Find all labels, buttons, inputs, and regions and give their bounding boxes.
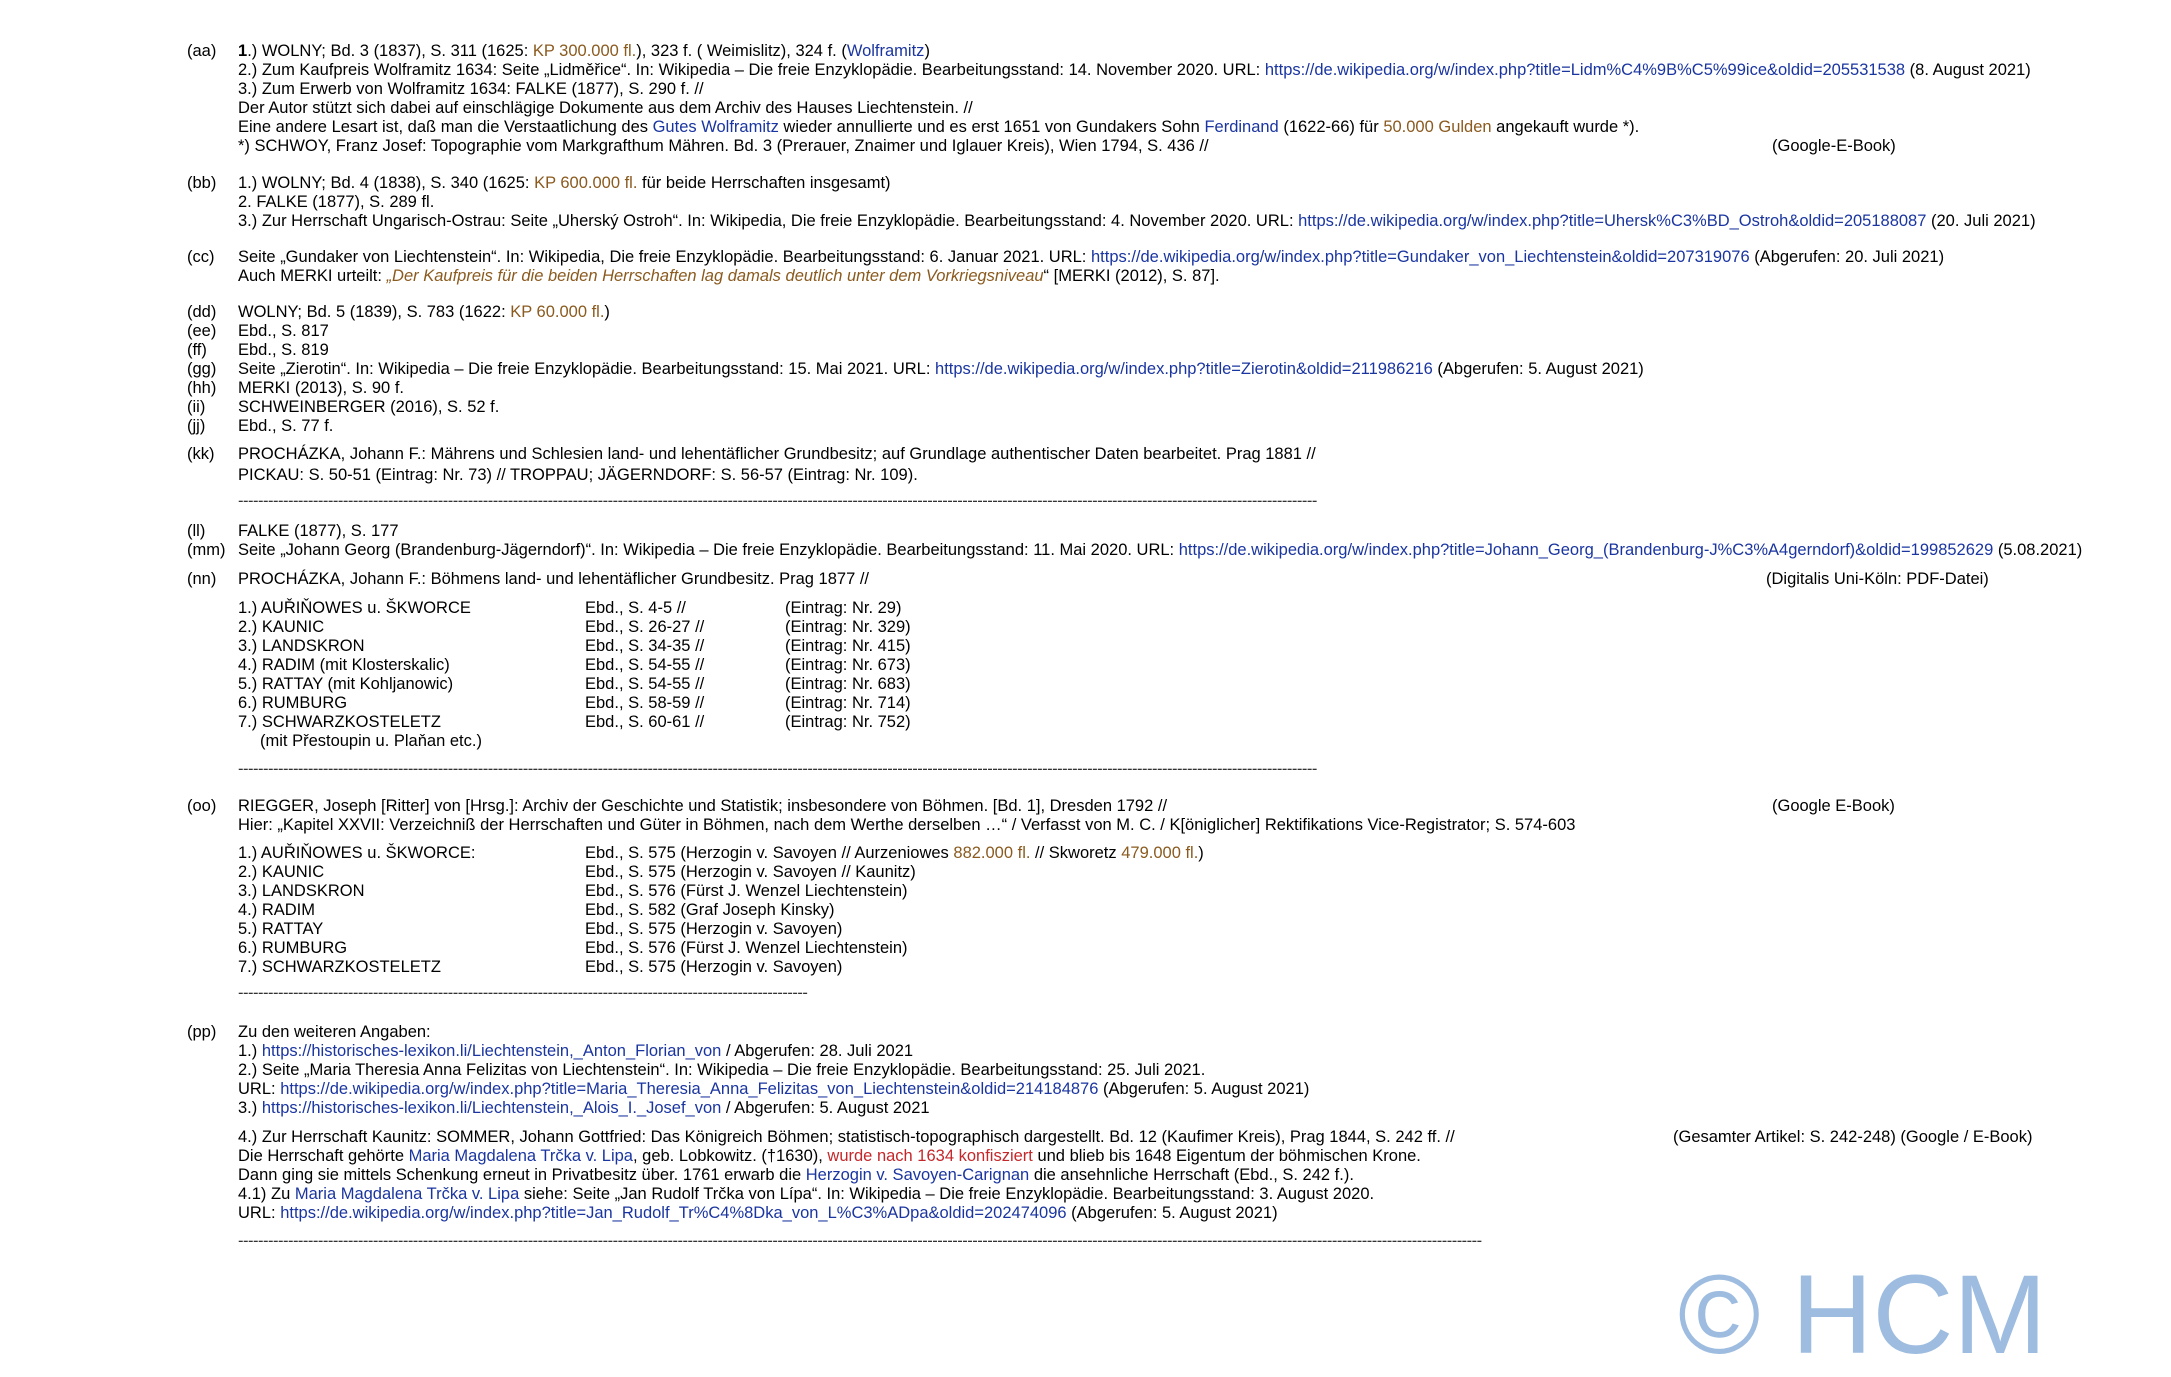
dd-text-b: )	[604, 303, 610, 321]
aa-l1-text-b: ), 323 f. ( Weimislitz), 324 f. (	[636, 42, 847, 60]
pp-l4-prefix: URL:	[238, 1080, 281, 1098]
pp-alois-josef-url[interactable]: https://historisches-lexikon.li/Liechtenstein,_Alois_I._Josef_von	[261, 1099, 722, 1117]
oo-aurzeniowes-amount: 882.000 fl.	[953, 844, 1031, 862]
bb-l1-text-b: für beide Herrschaften insgesamt)	[637, 174, 891, 192]
pp-jan-rudolf-url[interactable]: https://de.wikipedia.org/w/index.php?title=Jan_Rudolf_Tr%C4%8Dka_von_L%C3%ADpa&oldid=202474096	[280, 1204, 1067, 1222]
ff-line: Ebd., S. 819	[238, 341, 329, 359]
pp-line-9	[238, 1185, 1374, 1204]
aa-line-4: Der Autor stützt sich dabei auf einschlägige Dokumente aus dem Archiv des Hauses Liechtenstein. //	[238, 99, 973, 117]
nn-row-name: 7.) SCHWARZKOSTELETZ	[238, 713, 441, 731]
footnote-label-ll: (ll)	[187, 522, 206, 540]
nn-row-name: 6.) RUMBURG	[238, 694, 348, 712]
footnote-label-dd: (dd)	[187, 303, 217, 321]
aa-gulden-amount: 50.000 Gulden	[1383, 118, 1492, 136]
oo-row-ref: Ebd., S. 575 (Herzogin v. Savoyen)	[585, 958, 843, 976]
aa-gutes-wolframitz-link[interactable]: Gutes Wolframitz	[652, 118, 779, 136]
pp-trcka-link[interactable]: Maria Magdalena Trčka v. Lipa	[408, 1147, 633, 1165]
nn-row-entry: (Eintrag: Nr. 673)	[785, 656, 911, 674]
aa-kp-amount: KP 300.000 fl.	[532, 42, 637, 60]
oo-line-2: Hier: „Kapitel XXVII: Verzeichniß der Herrschaften und Güter in Böhmen, nach dem Werthe derselben …“ / Verfasst von M. C. / K[öniglicher] Rektifikations Vice-Registrator; S. 574-603	[238, 816, 1576, 834]
cc-l2-text: Auch MERKI urteilt:	[238, 267, 387, 285]
pp-l7-text-b: , geb. Lobkowitz. (†1630),	[632, 1147, 828, 1165]
pp-l8-text: Dann ging sie mittels Schenkung erneut in Privatbesitz über. 1761 erwarb die	[238, 1166, 806, 1184]
pp-l2-date: / Abgerufen: 28. Juli 2021	[721, 1042, 914, 1060]
oo-row-ref-mid: // Skworetz	[1030, 844, 1122, 862]
nn-row-name: 3.) LANDSKRON	[238, 637, 365, 655]
footnote-label-gg: (gg)	[187, 360, 217, 378]
copyright-watermark: © HCM	[1678, 1252, 2047, 1377]
oo-row-ref	[585, 844, 1204, 863]
aa-wolframitz-link[interactable]: Wolframitz	[846, 42, 925, 60]
footnote-label-pp: (pp)	[187, 1023, 217, 1041]
aa-l5-text: Eine andere Lesart ist, daß man die Verstaatlichung des	[238, 118, 653, 136]
nn-row-ref: Ebd., S. 34-35 //	[585, 637, 705, 655]
pp-savoyen-link[interactable]: Herzogin v. Savoyen-Carignan	[805, 1166, 1030, 1184]
oo-line-1: RIEGGER, Joseph [Ritter] von [Hrsg.]: Archiv der Geschichte und Statistik; insbesondere von Böhmen. [Bd. 1], Dresden 1792 //	[238, 797, 1168, 815]
footnote-label-cc: (cc)	[187, 248, 215, 266]
footnote-label-aa: (aa)	[187, 42, 217, 60]
nn-row-sub: (mit Přestoupin u. Plaňan etc.)	[260, 732, 482, 750]
gg-zierotin-url[interactable]: https://de.wikipedia.org/w/index.php?title=Zierotin&oldid=211986216	[935, 360, 1433, 378]
bb-l1-text: 1.) WOLNY; Bd. 4 (1838), S. 340 (1625:	[238, 174, 535, 192]
nn-source-note: (Digitalis Uni-Köln: PDF-Datei)	[1766, 570, 1989, 588]
nn-row-name: 4.) RADIM (mit Klosterskalic)	[238, 656, 450, 674]
cc-l1-date: (Abgerufen: 20. Juli 2021)	[1749, 248, 1945, 266]
nn-row-name: 2.) KAUNIC	[238, 618, 325, 636]
jj-line: Ebd., S. 77 f.	[238, 417, 334, 435]
cc-gundaker-url[interactable]: https://de.wikipedia.org/w/index.php?title=Gundaker_von_Liechtenstein&oldid=207319076	[1090, 248, 1750, 266]
footnote-label-kk: (kk)	[187, 445, 215, 463]
aa-line-3: 3.) Zum Erwerb von Wolframitz 1634: FALKE (1877), S. 290 f. //	[238, 80, 704, 98]
oo-row-name: 7.) SCHWARZKOSTELETZ	[238, 958, 441, 976]
oo-skworetz-amount: 479.000 fl.	[1121, 844, 1199, 862]
bb-l3-text: 3.) Zur Herrschaft Ungarisch-Ostrau: Seite „Uherský Ostroh“. In: Wikipedia, Die freie Enzyklopädie. Bearbeitungsstand: 4. November 2020. URL:	[238, 212, 1299, 230]
pp-line-5	[238, 1099, 930, 1118]
ii-line: SCHWEINBERGER (2016), S. 52 f.	[238, 398, 500, 416]
pp-l2-num: 1.)	[238, 1042, 262, 1060]
aa-l5-text-b: wieder annullierte und es erst 1651 von Gundakers Sohn	[778, 118, 1205, 136]
nn-row-ref: Ebd., S. 54-55 //	[585, 656, 705, 674]
nn-row-entry: (Eintrag: Nr. 29)	[785, 599, 902, 617]
nn-row-ref: Ebd., S. 4-5 //	[585, 599, 686, 617]
aa-line-6: *) SCHWOY, Franz Josef: Topographie vom Markgrafthum Mähren. Bd. 3 (Prerauer, Znaimer und Iglauer Kreis), Wien 1794, S. 436 //	[238, 137, 1209, 155]
nn-row-entry: (Eintrag: Nr. 752)	[785, 713, 911, 731]
aa-l2-date: (8. August 2021)	[1905, 61, 2031, 79]
nn-row-name: 1.) AUŘIŇOWES u. ŠKWORCE	[238, 599, 471, 617]
hh-line: MERKI (2013), S. 90 f.	[238, 379, 404, 397]
pp-l4-date: (Abgerufen: 5. August 2021)	[1098, 1080, 1310, 1098]
separator-1: ------------------------------------------------------------------------------------------------------------------------------------------------------------------------------------------------------------------------	[238, 492, 1317, 510]
aa-ferdinand-link[interactable]: Ferdinand	[1204, 118, 1279, 136]
gg-date: (Abgerufen: 5. August 2021)	[1432, 360, 1644, 378]
cc-l2-ref: “ [MERKI (2012), S. 87].	[1043, 267, 1220, 285]
oo-row-name: 4.) RADIM	[238, 901, 316, 919]
pp-l5-num: 3.)	[238, 1099, 262, 1117]
footnote-label-hh: (hh)	[187, 379, 217, 397]
pp-l10-date: (Abgerufen: 5. August 2021)	[1066, 1204, 1278, 1222]
aa-line-1	[238, 42, 930, 61]
dd-line	[238, 303, 610, 322]
footnote-label-ee: (ee)	[187, 322, 217, 340]
separator-3: ------------------------------------------------------------------------------------------------------------------	[238, 984, 808, 1002]
aa-l5-text-c: (1622-66) für	[1278, 118, 1384, 136]
mm-date: (5.08.2021)	[1993, 541, 2083, 559]
aa-l1-text: .) WOLNY; Bd. 3 (1837), S. 311 (1625:	[247, 42, 533, 60]
nn-row-name: 5.) RATTAY (mit Kohljanowic)	[238, 675, 454, 693]
oo-row-ref: Ebd., S. 575 (Herzogin v. Savoyen)	[585, 920, 843, 938]
oo-row-ref: Ebd., S. 576 (Fürst J. Wenzel Liechtenstein)	[585, 939, 908, 957]
pp-l5-date: / Abgerufen: 5. August 2021	[721, 1099, 930, 1117]
bb-kp-amount: KP 600.000 fl.	[534, 174, 638, 192]
kk-line-1: PROCHÁZKA, Johann F.: Mährens und Schlesien land- und lehentäflicher Grundbesitz; auf Grundlage authentischer Daten bearbeitet. Prag 1881 //	[238, 445, 1316, 463]
gg-text: Seite „Zierotin“. In: Wikipedia – Die freie Enzyklopädie. Bearbeitungsstand: 15. Mai 2021. URL:	[238, 360, 936, 378]
cc-l1-text: Seite „Gundaker von Liechtenstein“. In: Wikipedia, Die freie Enzyklopädie. Bearbeitungsstand: 6. Januar 2021. URL:	[238, 248, 1091, 266]
pp-line-1: Zu den weiteren Angaben:	[238, 1023, 431, 1041]
pp-l10-prefix: URL:	[238, 1204, 281, 1222]
ll-line: FALKE (1877), S. 177	[238, 522, 399, 540]
pp-l7-text-c: und blieb bis 1648 Eigentum der böhmischen Krone.	[1032, 1147, 1421, 1165]
pp-l9-text-b: siehe: Seite „Jan Rudolf Trčka von Lípa“. In: Wikipedia – Die freie Enzyklopädie. Bearbeitungsstand: 3. August 2020.	[519, 1185, 1375, 1203]
pp-konfisziert-text: wurde nach 1634 konfisziert	[827, 1147, 1033, 1165]
pp-l7-text: Die Herrschaft gehörte	[238, 1147, 409, 1165]
aa-source-note: (Google-E-Book)	[1772, 137, 1896, 155]
pp-line-7	[238, 1147, 1421, 1166]
pp-l9-text: 4.1) Zu	[238, 1185, 295, 1203]
footnote-label-nn: (nn)	[187, 570, 217, 588]
footnote-label-ff: (ff)	[187, 341, 207, 359]
oo-row-ref-text: Ebd., S. 575 (Herzogin v. Savoyen // Aurzeniowes	[585, 844, 954, 862]
nn-line-1: PROCHÁZKA, Johann F.: Böhmens land- und lehentäflicher Grundbesitz. Prag 1877 //	[238, 570, 870, 588]
footnote-label-ii: (ii)	[187, 398, 206, 416]
pp-source-note: (Gesamter Artikel: S. 242-248) (Google / E-Book)	[1673, 1128, 2033, 1146]
oo-row-name: 5.) RATTAY	[238, 920, 324, 938]
pp-l8-text-b: die ansehnliche Herrschaft (Ebd., S. 242 f.).	[1029, 1166, 1354, 1184]
oo-row-name: 6.) RUMBURG	[238, 939, 348, 957]
separator-4: ---------------------------------------------------------------------------------------------------------------------------------------------------------------------------------------------------------------------------------------------------------	[238, 1232, 1482, 1250]
oo-row-ref: Ebd., S. 582 (Graf Joseph Kinsky)	[585, 901, 835, 919]
aa-l5-text-d: angekauft wurde *).	[1491, 118, 1640, 136]
footnote-label-oo: (oo)	[187, 797, 217, 815]
oo-row-ref-end: )	[1198, 844, 1204, 862]
oo-row-ref: Ebd., S. 576 (Fürst J. Wenzel Liechtenstein)	[585, 882, 908, 900]
nn-row-entry: (Eintrag: Nr. 415)	[785, 637, 911, 655]
oo-row-name: 1.) AUŘIŇOWES u. ŠKWORCE:	[238, 844, 476, 862]
aa-number: 1	[238, 42, 248, 60]
dd-kp-amount: KP 60.000 fl.	[510, 303, 605, 321]
oo-row-name: 2.) KAUNIC	[238, 863, 325, 881]
bb-line-3	[238, 212, 2036, 231]
nn-row-ref: Ebd., S. 54-55 //	[585, 675, 705, 693]
nn-row-entry: (Eintrag: Nr. 714)	[785, 694, 911, 712]
nn-row-ref: Ebd., S. 60-61 //	[585, 713, 705, 731]
aa-l2-text: 2.) Zum Kaufpreis Wolframitz 1634: Seite „Lidměřice“. In: Wikipedia – Die freie Enzyklopädie. Bearbeitungsstand: 14. November 2020. URL:	[238, 61, 1265, 79]
pp-trcka-link-2[interactable]: Maria Magdalena Trčka v. Lipa	[294, 1185, 520, 1203]
nn-row-entry: (Eintrag: Nr. 683)	[785, 675, 911, 693]
pp-anton-florian-url[interactable]: https://historisches-lexikon.li/Liechtenstein,_Anton_Florian_von	[261, 1042, 722, 1060]
gg-line	[238, 360, 1644, 379]
mm-johann-georg-url[interactable]: https://de.wikipedia.org/w/index.php?title=Johann_Georg_(Brandenburg-J%C3%A4gerndorf)&oldid=199852629	[1178, 541, 1994, 559]
footnote-label-mm: (mm)	[187, 541, 226, 559]
footnote-label-bb: (bb)	[187, 174, 217, 192]
pp-line-2	[238, 1042, 913, 1061]
dd-text: WOLNY; Bd. 5 (1839), S. 783 (1622:	[238, 303, 511, 321]
pp-line-6: 4.) Zur Herrschaft Kaunitz: SOMMER, Johann Gottfried: Das Königreich Böhmen; statistisch-topographisch dargestellt. Bd. 12 (Kaufimer Kreis), Prag 1844, S. 242 ff. //	[238, 1128, 1455, 1146]
bb-uhersky-ostroh-url[interactable]: https://de.wikipedia.org/w/index.php?title=Uhersk%C3%BD_Ostroh&oldid=205188087	[1298, 212, 1927, 230]
cc-merki-quote: „Der Kaufpreis für die beiden Herrschaften lag damals deutlich unter dem Vorkriegsniveau	[386, 267, 1044, 285]
bb-line-2: 2. FALKE (1877), S. 289 fl.	[238, 193, 435, 211]
pp-maria-theresia-url[interactable]: https://de.wikipedia.org/w/index.php?title=Maria_Theresia_Anna_Felizitas_von_Liechtenstein&oldid=214184876	[280, 1080, 1099, 1098]
bb-line-1	[238, 174, 891, 193]
mm-text: Seite „Johann Georg (Brandenburg-Jägerndorf)“. In: Wikipedia – Die freie Enzyklopädie. Bearbeitungsstand: 11. Mai 2020. URL:	[238, 541, 1179, 559]
mm-line	[238, 541, 2082, 560]
kk-line-2: PICKAU: S. 50-51 (Eintrag: Nr. 73) // TROPPAU; JÄGERNDORF: S. 56-57 (Eintrag: Nr. 109).	[238, 466, 918, 484]
separator-2: ------------------------------------------------------------------------------------------------------------------------------------------------------------------------------------------------------------------------	[238, 760, 1317, 778]
pp-line-3: 2.) Seite „Maria Theresia Anna Felizitas von Liechtenstein“. In: Wikipedia – Die freie Enzyklopädie. Bearbeitungsstand: 25. Juli 2021.	[238, 1061, 1206, 1079]
nn-row-entry: (Eintrag: Nr. 329)	[785, 618, 911, 636]
aa-lidmerice-url[interactable]: https://de.wikipedia.org/w/index.php?title=Lidm%C4%9B%C5%99ice&oldid=205531538	[1264, 61, 1906, 79]
aa-line-2	[238, 61, 2031, 80]
oo-row-ref: Ebd., S. 575 (Herzogin v. Savoyen // Kaunitz)	[585, 863, 916, 881]
nn-row-ref: Ebd., S. 26-27 //	[585, 618, 705, 636]
aa-l1-text-c: )	[924, 42, 930, 60]
ee-line: Ebd., S. 817	[238, 322, 329, 340]
oo-source-note: (Google E-Book)	[1772, 797, 1895, 815]
pp-line-4	[238, 1080, 1309, 1099]
aa-line-5	[238, 118, 1639, 137]
cc-line-2	[238, 267, 1220, 286]
pp-line-10	[238, 1204, 1278, 1223]
nn-row-ref: Ebd., S. 58-59 //	[585, 694, 705, 712]
oo-row-name: 3.) LANDSKRON	[238, 882, 365, 900]
pp-line-8	[238, 1166, 1354, 1185]
cc-line-1	[238, 248, 1944, 267]
bb-l3-date: (20. Juli 2021)	[1926, 212, 2036, 230]
footnote-label-jj: (jj)	[187, 417, 206, 435]
